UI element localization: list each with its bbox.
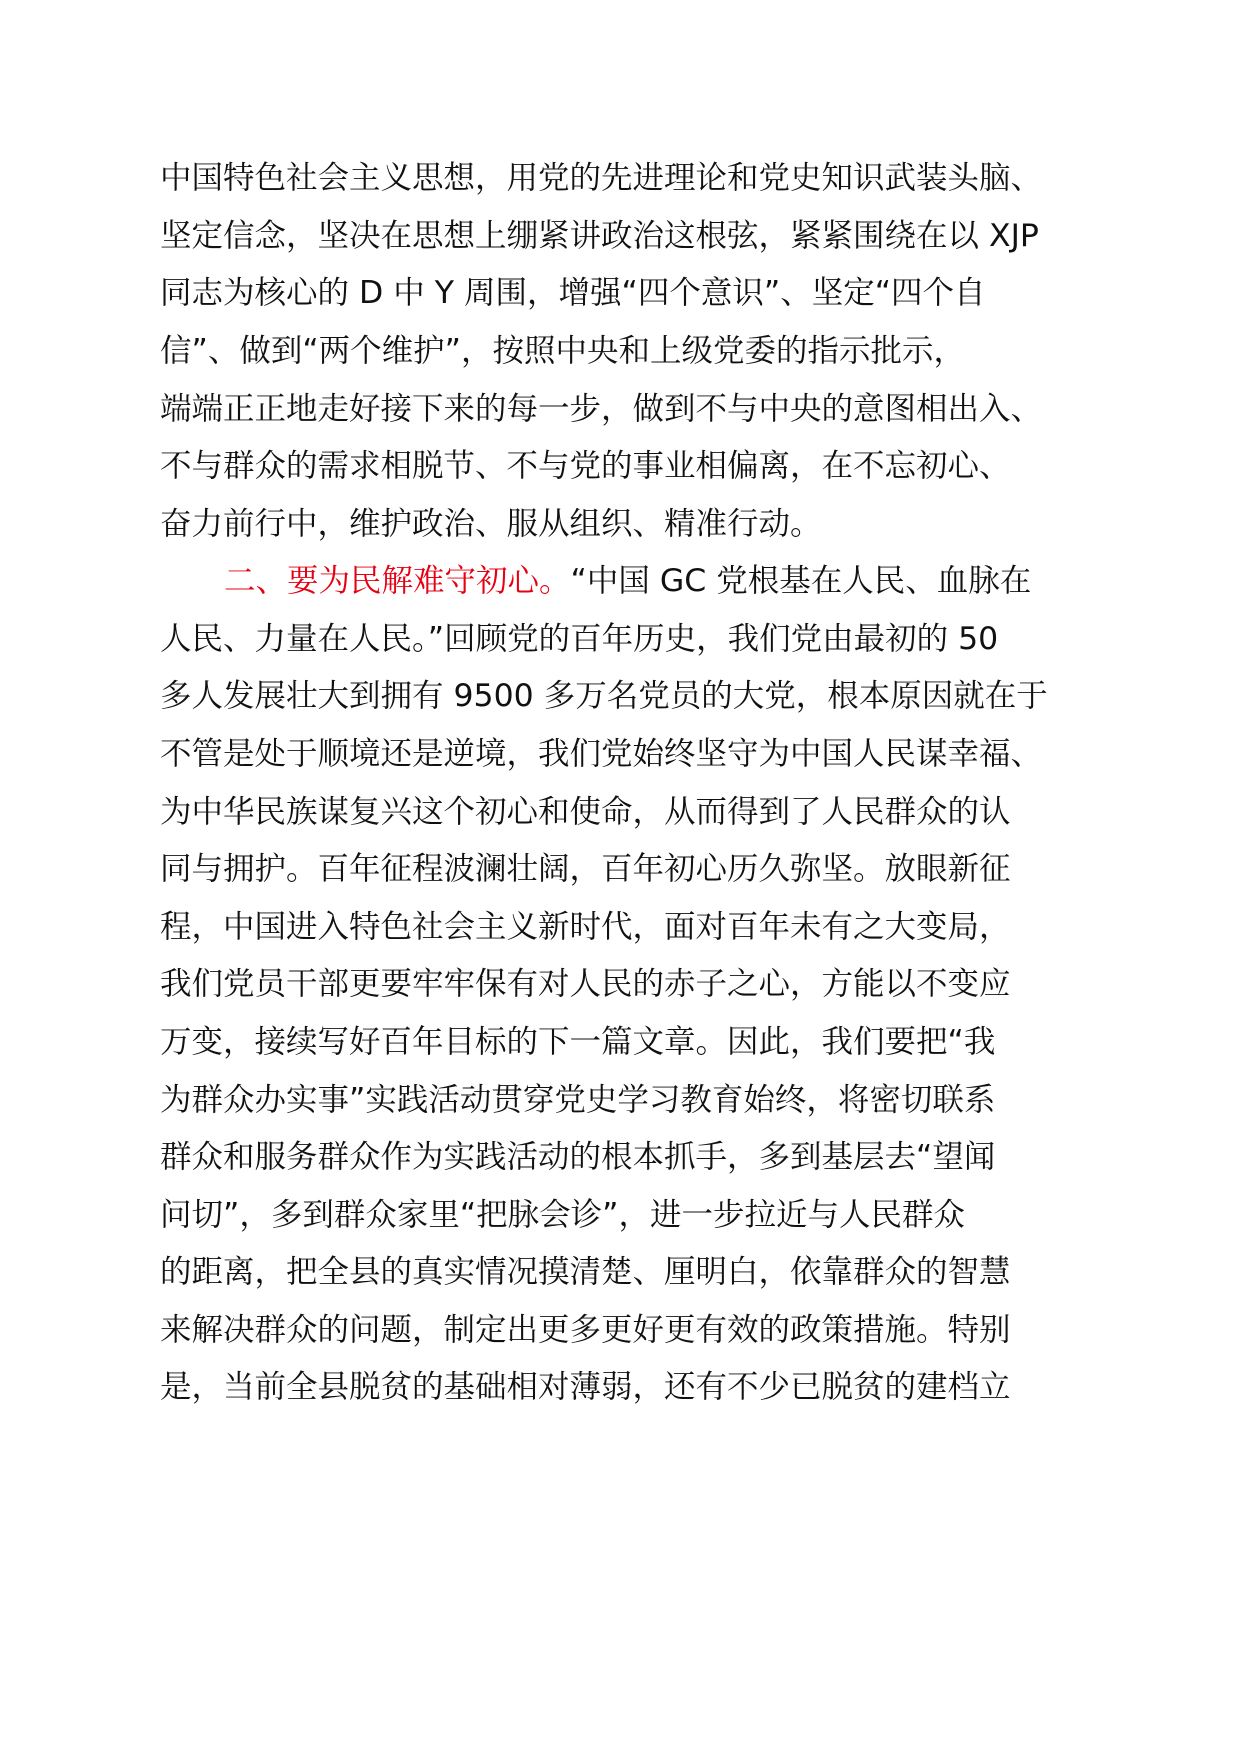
paragraph-2-line-9: 万变，接续写好百年目标的下一篇文章。因此，我们要把“我 [160, 1024, 996, 1060]
paragraph-1-line-5: 端端正正地走好接下来的每一步，做到不与中央的意图相出入、 [160, 391, 1043, 427]
paragraph-2-line-10: 为群众办实事”实践活动贯穿党史学习教育始终，将密切联系 [160, 1082, 996, 1118]
paragraph-2-line-11: 群众和服务群众作为实践活动的根本抓手，多到基层去“望闻 [160, 1139, 996, 1175]
paragraph-1-line-6: 不与群众的需求相脱节、不与党的事业相偏离，在不忘初心、 [160, 448, 1011, 484]
paragraph-2-line-12: 问切”，多到群众家里“把脉会诊”，进一步拉近与人民群众 [160, 1197, 965, 1233]
paragraph-1-line-3: 同志为核心的 D 中 Y 周围，增强“四个意识”、坚定“四个自 [160, 275, 986, 311]
paragraph-2-line-14: 来解决群众的问题，制定出更多更好更有效的政策措施。特别 [160, 1312, 1011, 1348]
paragraph-1-line-7: 奋力前行中，维护政治、服从组织、精准行动。 [160, 506, 822, 542]
paragraph-2-line-3: 多人发展壮大到拥有 9500 多万名党员的大党，根本原因就在于 [160, 678, 1048, 714]
paragraph-2-first-line-text: “中国 GC 党根基在人民、血脉在 [570, 563, 1032, 599]
paragraph-1-line-2: 坚定信念，坚决在思想上绷紧讲政治这根弦，紧紧围绕在以 XJP [160, 218, 1039, 254]
paragraph-2-line-7: 程，中国进入特色社会主义新时代，面对百年未有之大变局， [160, 909, 1011, 945]
paragraph-2-line-5: 为中华民族谋复兴这个初心和使命，从而得到了人民群众的认 [160, 794, 1011, 830]
paragraph-2-line-13: 的距离，把全县的真实情况摸清楚、厘明白，依靠群众的智慧 [160, 1254, 1011, 1290]
section-heading: 二、要为民解难守初心。 [224, 563, 571, 599]
paragraph-2-line-8: 我们党员干部更要牢牢保有对人民的赤子之心，方能以不变应 [160, 966, 1011, 1002]
paragraph-2-line-15: 是，当前全县脱贫的基础相对薄弱，还有不少已脱贫的建档立 [160, 1369, 1011, 1405]
paragraph-1-line-1: 中国特色社会主义思想，用党的先进理论和党史知识武装头脑、 [160, 160, 1043, 196]
paragraph-2-first-line [160, 550, 1120, 612]
paragraph-2-line-2: 人民、力量在人民。”回顾党的百年历史，我们党由最初的 50 [160, 621, 999, 657]
paragraph-1-line-4: 信”、做到“两个维护”，按照中央和上级党委的指示批示， [160, 333, 965, 369]
paragraph-2-line-6: 同与拥护。百年征程波澜壮阔，百年初心历久弥坚。放眼新征 [160, 851, 1011, 887]
paragraph-2-line-4: 不管是处于顺境还是逆境，我们党始终坚守为中国人民谋幸福、 [160, 736, 1043, 772]
